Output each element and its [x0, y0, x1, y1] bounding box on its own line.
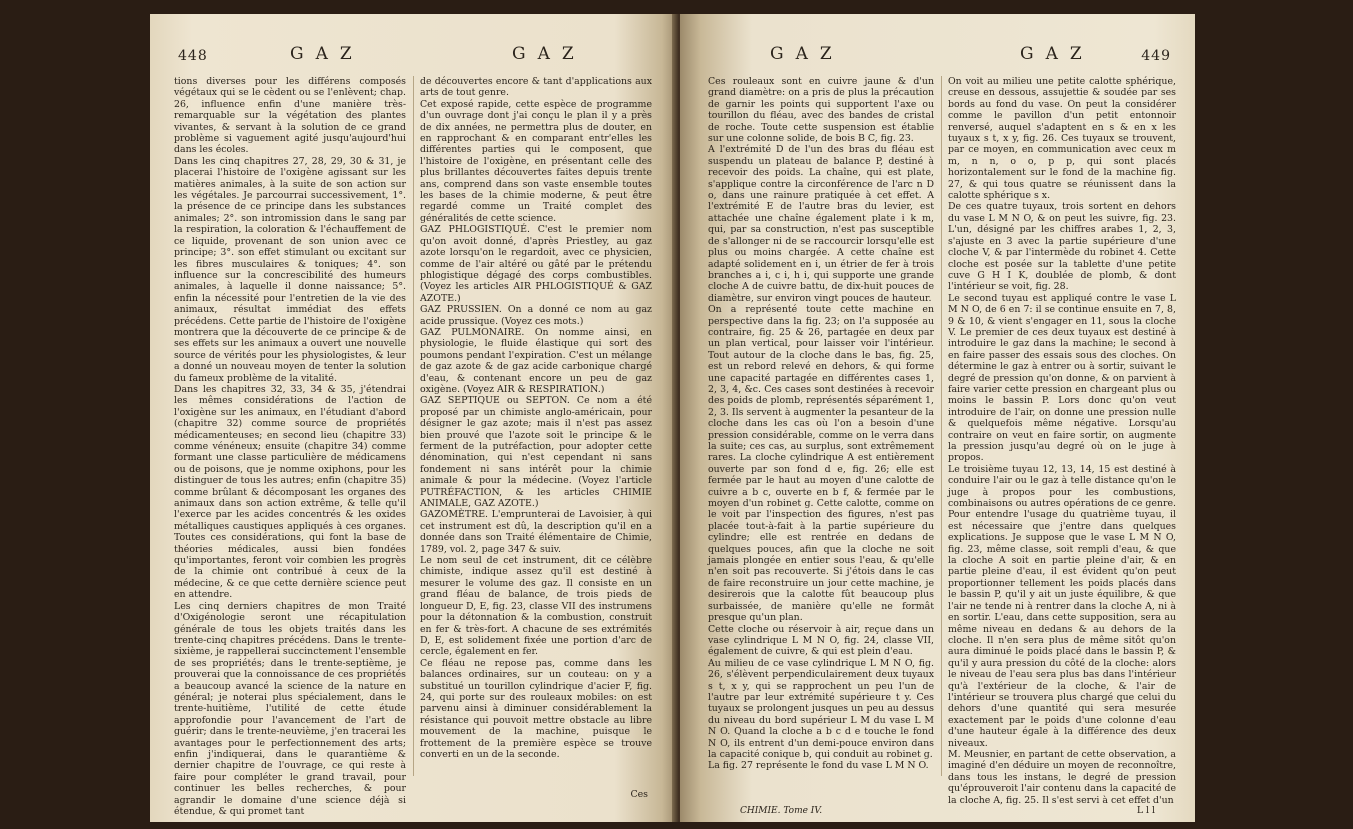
page-number: 448	[178, 48, 208, 64]
column-rule	[413, 76, 414, 776]
running-header: GAZ	[770, 44, 844, 64]
catchword: Ces	[630, 789, 648, 800]
catchword: L l l	[1136, 805, 1155, 816]
running-header-right-col: GAZ	[1020, 44, 1094, 64]
column-rule	[941, 76, 942, 776]
right-page	[680, 14, 1195, 822]
left-page	[150, 14, 678, 822]
running-header-right-col: GAZ	[512, 44, 586, 64]
text-column-1: Ces rouleaux sont en cuivre jaune & d'un grand diamètre: on a pris de plus la précaution de garnir les points qui supportent l'axe ou tourillon du fléau, avec des bandes de cristal de roche. Toute cette suspension est établie sur une colonne solide, de bois B C, fig. 23. A l'extrémité D de l'un des bras du fléau est suspendu un plateau de balance P, destiné à recevoir des poids. La chaîne, qui est plate, s'applique contre la circonférence de l'arc n D o, dans une rainure pratiquée à cet effet. A l'extrémité E de l'autre bras du levier, est attachée une chaîne également plate i k m, qui, par sa construction, n'est pas susceptible de s'allonger ni de se raccourcir lorsqu'elle est plus ou moins chargée. A cette chaîne est adapté solidement en i, un étrier de fer à trois branches a i, c i, h i, qui supporte une grande cloche A de cuivre battu, de dix-huit pouces de diamètre, sur environ vingt pouces de hauteur. On a représenté toute cette machine en perspective dans la fig. 23; on l'a supposée au contraire, fig. 25 & 26, partagée en deux par un plan vertical, pour laisser voir l'intérieur. Tout autour de la cloche dans le bas, fig. 25, est un rebord relevé en dehors, & qui forme une capacité partagée en différentes cases 1, 2, 3, 4, &c. Ces cases sont destinées à recevoir des poids de plomb, représentés séparément 1, 2, 3. Ils servent à augmenter la pesanteur de la cloche dans les cas où l'on a besoin d'une pression considérable, comme on le verra dans la suite; ces cas, au surplus, sont extrêmement rares. La cloche cylindrique A est entièrement ouverte par son fond d e, fig. 26; elle est fermée par le haut au moyen d'une calotte de cuivre a b c, ouverte en b f, & fermée par le moyen d'un robinet g. Cette calotte, comme on le voit par l'inspection des figures, n'est pas placée tout-à-fait à la partie supérieure du cylindre; elle est rentrée en dedans de quelques pouces, afin que la cloche ne soit jamais plongée en entier sous l'eau, & qu'elle n'en soit pas recouverte. Si j'étois dans le cas de faire reconstruire un jour cette machine, je desirerois que la calotte fût beaucoup plus surbaissée, de manière qu'elle ne formât presque qu'un plan. Cette cloche ou réservoir à air, reçue dans un vase cylindrique L M N O, fig. 24, classe VII, également de cuivre, & qui est plein d'eau. Au milieu de ce vase cylindrique L M N O, fig. 26, s'élèvent perpendiculairement deux tuyaux s t, x y, qui se rapprochent un peu l'un de l'autre par leur extrémité supérieure t y. Ces tuyaux se prolongent jusques un peu au dessus du niveau du bord supérieur L M du vase L M N O. Quand la cloche a b c d e touche le fond N O, ils entrent d'un demi-pouce environ dans la capacité conique b, qui conduit au robinet g. La fig. 27 représente le fond du vase L M N O.	[708, 76, 934, 772]
text-column-2: de découvertes encore & tant d'applications aux arts de tout genre. Cet exposé rapide, cette espèce de programme d'un ouvrage dont j'ai conçu le plan il y a près de dix années, ne permettra plus de douter, en en rapprochant & en comparant entr'elles les différentes parties qui le composent, que l'histoire de l'oxigène, en présentant celle des plus brillantes découvertes faites depuis trente ans, comprend dans son vaste ensemble toutes les bases de la chimie moderne, & peut être regardé comme un Traité complet des généralités de cette science. GAZ PHLOGISTIQUÉ. C'est le premier nom qu'on avoit donné, d'après Priestley, au gaz azote lorsqu'on le regardoit, avec ce physicien, comme de l'air altéré ou gâté par le prétendu phlogistique dégagé des corps combustibles. (Voyez les articles AIR PHLOGISTIQUÉ & GAZ AZOTE.) GAZ PRUSSIEN. On a donné ce nom au gaz acide prussique. (Voyez ces mots.) GAZ PULMONAIRE. On nomme ainsi, en physiologie, le fluide élastique qui sort des poumons pendant l'expiration. C'est un mélange de gaz azote & de gaz acide carbonique chargé d'eau, & contenant encore un peu de gaz oxigène. (Voyez AIR & RESPIRATION.) GAZ SEPTIQUE ou SEPTON. Ce nom a été proposé par un chimiste anglo-américain, pour désigner le gaz azote; mais il n'est pas assez bien prouvé que l'azote soit le principe & le ferment de la putréfaction, pour adopter cette dénomination, qui n'est cependant ni sans fondement ni sans intérêt pour la chimie animale & pour la médecine. (Voyez l'article PUTRÉFACTION, & les articles CHIMIE ANIMALE, GAZ AZOTE.) GAZOMÈTRE. L'emprunterai de Lavoisier, à qui cet instrument est dû, la description qu'il en a donnée dans son Traité élémentaire de Chimie, 1789, vol. 2, page 347 & suiv. Le nom seul de cet instrument, dit ce célèbre chimiste, indique assez qu'il est destiné à mesurer le volume des gaz. Il consiste en un grand fléau de balance, de trois pieds de longueur D, E, fig. 23, classe VII des instrumens pour la détonnation & la combustion, construit en fer & très-fort. A chacune de ses extrémités D, E, est solidement fixée une portion d'arc de cercle, également en fer. Ce fléau ne repose pas, comme dans les balances ordinaires, sur un couteau: on y a substitué un tourillon cylindrique d'acier F, fig. 24, qui porte sur des rouleaux mobiles: on est parvenu ainsi à diminuer considérablement la résistance qui pouvoit mettre obstacle au libre mouvement de la machine, puisque le frottement de la première espèce se trouve converti en un de la seconde.	[420, 76, 652, 760]
text-column-2: On voit au milieu une petite calotte sphérique, creuse en dessous, assujettie & soudée par ses bords au fond du vase. On peut la considérer comme le pavillon d'un petit entonnoir renversé, auquel s'adaptent en s & en x les tuyaux s t, x y, fig. 26. Ces tuyaux se trouvent, par ce moyen, en communication avec ceux m m, n n, o o, p p, qui sont placés horizontalement sur le fond de la machine fig. 27, & qui tous quatre se réunissent dans la calotte sphérique s x. De ces quatre tuyaux, trois sortent en dehors du vase L M N O, & on peut les suivre, fig. 23. L'un, désigné par les chiffres arabes 1, 2, 3, s'ajuste en 3 avec la partie supérieure d'une cloche V, & par l'intermède du robinet 4. Cette cloche est posée sur la tablette d'une petite cuve G H I K, doublée de plomb, & dont l'intérieur se voit, fig. 28. Le second tuyau est appliqué contre le vase L M N O, de 6 en 7: il se continue ensuite en 7, 8, 9 & 10, & vient s'engager en 11, sous la cloche V. Le premier de ces deux tuyaux est destiné à introduire le gaz dans la machine; le second à en faire passer des essais sous des cloches. On détermine le gaz à entrer ou à sortir, suivant le degré de pression qu'on donne, & on parvient à faire varier cette pression en chargeant plus ou moins le bassin P. Lors donc qu'on veut introduire de l'air, on donne une pression nulle & quelquefois même négative. Lorsqu'au contraire on veut en faire sortir, on augmente la pression jusqu'au degré où on le juge à propos. Le troisième tuyau 12, 13, 14, 15 est destiné à conduire l'air ou le gaz à telle distance qu'on le juge à propos pour les combustions, combinaisons ou autres opérations de ce genre. Pour entendre l'usage du quatrième tuyau, il est nécessaire que j'entre dans quelques explications. Je suppose que le vase L M N O, fig. 23, même classe, soit rempli d'eau, & que la cloche A soit en partie pleine d'air, & en partie pleine d'eau, il est évident qu'on peut proportionner tellement les poids placés dans le bassin P, qu'il y ait un juste équilibre, & que l'air ne tende ni à rentrer dans la cloche A, ni à en sortir. L'eau, dans cette supposition, sera au même niveau en dedans & au dehors de la cloche. Il n'en sera plus de même sitôt qu'on aura diminué le poids placé dans le bassin P, & qu'il y aura pression du côté de la cloche: alors le niveau de l'eau sera plus bas dans l'intérieur qu'à l'extérieur de la cloche, & l'air de l'intérieur se trouvera plus chargé que celui du dehors d'une quantité qui sera mesurée exactement par le poids d'une colonne d'eau d'une hauteur égale à la différence des deux niveaux. M. Meusnier, en partant de cette observation, a imaginé d'en déduire un moyen de reconnoître, dans tous les instans, le degré de pression qu'éprouveroit l'air contenu dans la capacité de la cloche A, fig. 25. Il s'est servi à cet effet d'un	[948, 76, 1176, 806]
page-number: 449	[1141, 48, 1171, 64]
open-book	[150, 14, 1195, 822]
running-header: GAZ	[290, 44, 364, 64]
signature-mark: CHIMIE. Tome IV.	[740, 806, 823, 816]
text-column-1: tions diverses pour les différens composés végétaux qui se le cèdent ou se l'enlèvent; chap. 26, influence enfin d'une manière très-remarquable sur la végétation des plantes vivantes, & servant à la solution de ce grand problème si vaguement agité jusqu'aujourd'hui dans les écoles. Dans les cinq chapitres 27, 28, 29, 30 & 31, je placerai l'histoire de l'oxigène agissant sur les matières animales, à la suite de son action sur les végétales. Je parcourrai successivement, 1°. la présence de ce principe dans les substances animales; 2°. son intromission dans le sang par la respiration, la coloration & l'échauffement de ce liquide, provenant de son union avec ce principe; 3°. son effet stimulant ou excitant sur les fibres musculaires & toniques; 4°. son influence sur la concrescibilité des humeurs animales, à laquelle il donne naissance; 5°. enfin la nécessité pour l'entretien de la vie des animaux, résultat immédiat des effets précédens. Cette partie de l'histoire de l'oxigène montrera que la découverte de ce principe & de ses effets sur les animaux a ouvert une nouvelle source de vérités pour les physiologistes, & leur a donné un nouveau moyen de tenter la solution du fameux problème de la vitalité. Dans les chapitres 32, 33, 34 & 35, j'étendrai les mêmes considérations de l'action de l'oxigène sur les animaux, en l'étudiant d'abord (chapitre 32) comme source de propriétés médicamenteuses; en second lieu (chapitre 33) comme vénéneux; ensuite (chapitre 34) comme formant une classe particulière de médicamens ou de poisons, que je nomme oxiphons, pour les distinguer de tous les autres; enfin (chapitre 35) comme brûlant & décomposant les organes des animaux dans son action extrême, & telle qu'il l'exerce par les acides concentrés & les oxides métalliques caustiques appliqués à ces organes. Toutes ces considérations, qui font la base de théories médicales, aussi bien fondées qu'importantes, feront voir combien les progrès de la chimie ont contribué à ceux de la médecine, & ce que cette dernière science peut en attendre. Les cinq derniers chapitres de mon Traité d'Oxigénologie seront une récapitulation générale de tous les objets traités dans les trente-cinq chapitres précédens. Dans le trente-sixième, je rappellerai succinctement l'ensemble de ses propriétés; dans le trente-septième, je prouverai que la connoissance de ces propriétés a beaucoup avancé la science de la nature en général; je noterai plus spécialement, dans le trente-huitième, l'utilité de cette étude approfondie pour l'avancement de l'art de guérir; dans le trente-neuvième, j'en tracerai les avantages pour le perfectionnement des arts; enfin j'indiquerai, dans le quarantième & dernier chapitre de l'ouvrage, ce qui reste à faire pour compléter le grand travail, pour continuer les belles recherches, & pour agrandir le domaine d'une science déjà si étendue, & qui promet tant	[174, 76, 406, 817]
